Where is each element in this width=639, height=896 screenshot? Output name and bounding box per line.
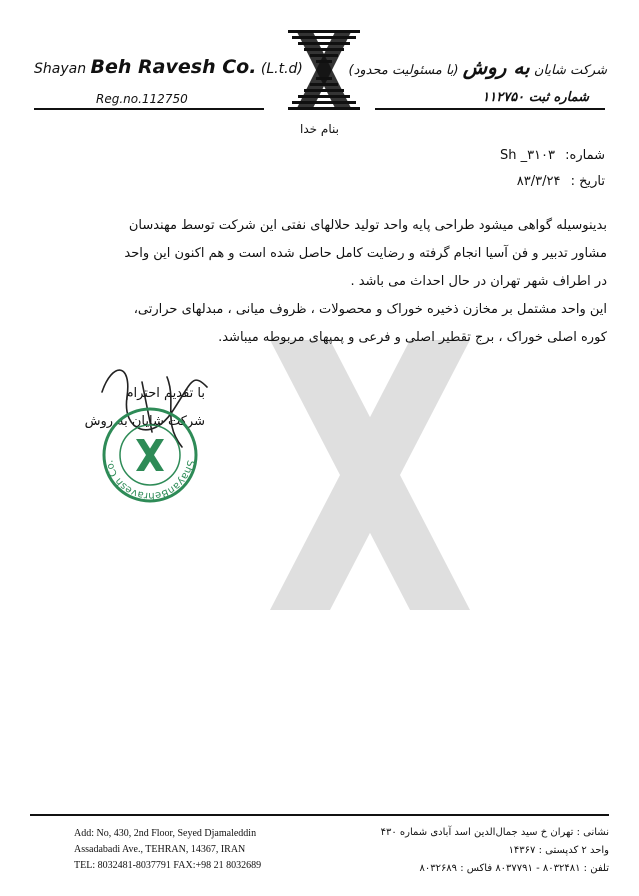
basmala-heading: بنام خدا [300, 122, 339, 136]
header-rule-left [34, 108, 264, 110]
footer-english-line: Assadabadi Ave., TEHRAN, 14367, IRAN [74, 844, 246, 855]
letter-number-row [494, 148, 605, 163]
company-x-logo-icon [282, 26, 366, 114]
svg-text:ShayanBehravesh Co. [104, 459, 195, 501]
company-signature-text: شرکت شایان به روش [84, 414, 205, 429]
company-stamp-icon [100, 405, 200, 505]
letter-number-value: Sh _۳۱۰۳ [499, 148, 556, 163]
footer-address-english [74, 826, 261, 874]
company-name-english [34, 56, 303, 78]
watermark-x-logo-icon [250, 340, 490, 610]
company-name-english-bold: Beh Ravesh Co. [90, 56, 257, 78]
body-line: این واحد مشتمل بر مخازن ذخیره خوراک و محصولات ، ظروف میانی ، مبدلهای حرارتی، [133, 302, 607, 317]
footer-english-line: TEL: 8032481-8037791 FAX:+98 21 8032689 [74, 860, 262, 871]
letter-date-value: ۸۳/۳/۲۴ [516, 174, 561, 189]
footer-address-persian [381, 824, 609, 878]
company-name-english-prefix: Shayan [34, 61, 87, 77]
company-name-persian-prefix: شرکت شایان [533, 63, 607, 78]
body-line: کوره اصلی خوراک ، برج تقطیر اصلی و فرعی و پمپهای مربوطه میباشد. [218, 330, 607, 345]
footer-rule [30, 814, 609, 816]
company-name-persian [349, 55, 608, 79]
company-name-persian-bold: به روش [462, 55, 530, 79]
letter-body [27, 212, 607, 352]
body-line: در اطراف شهر تهران در حال احداث می باشد . [350, 274, 607, 289]
footer-persian-line: تلفن : ۸۰۳۲۴۸۱ - ۸۰۳۷۷۹۱ فاکس : ۸۰۳۲۶۸۹ [419, 863, 609, 874]
stamp-ring-text: ShayanBehravesh Co. [104, 459, 196, 502]
header-rule-right [375, 108, 605, 110]
closing-salutation: با تقدیم احترام [125, 386, 205, 401]
company-name-english-suffix: (L.t.d) [260, 61, 303, 77]
footer-english-line: Add: No, 430, 2nd Floor, Seyed Djamaleddin [74, 828, 257, 839]
body-line: بدینوسیله گواهی میشود طراحی پایه واحد تولید حلالهای نفتی این شرکت توسط مهندسان [128, 218, 607, 233]
registration-number-persian: شماره ثبت ۱۱۲۷۵۰ [482, 90, 589, 105]
company-name-persian-suffix: (با مسئولیت محدود) [348, 63, 459, 78]
footer-persian-line: نشانی : تهران خ سید جمال‌الدین اسد آبادی شماره ۴۳۰ [380, 827, 609, 838]
letter-number-label: شماره: [565, 148, 605, 163]
registration-number-english: Reg.no.112750 [96, 92, 188, 106]
letter-date-label: تاریخ : [570, 174, 605, 189]
letter-date-row [511, 174, 605, 189]
body-line: مشاور تدبیر و فن آسیا انجام گرفته و رضایت کامل حاصل شده است و هم اکنون این واحد [124, 246, 607, 261]
footer-persian-line: واحد ۲ کدپستی : ۱۴۳۶۷ [508, 845, 609, 856]
